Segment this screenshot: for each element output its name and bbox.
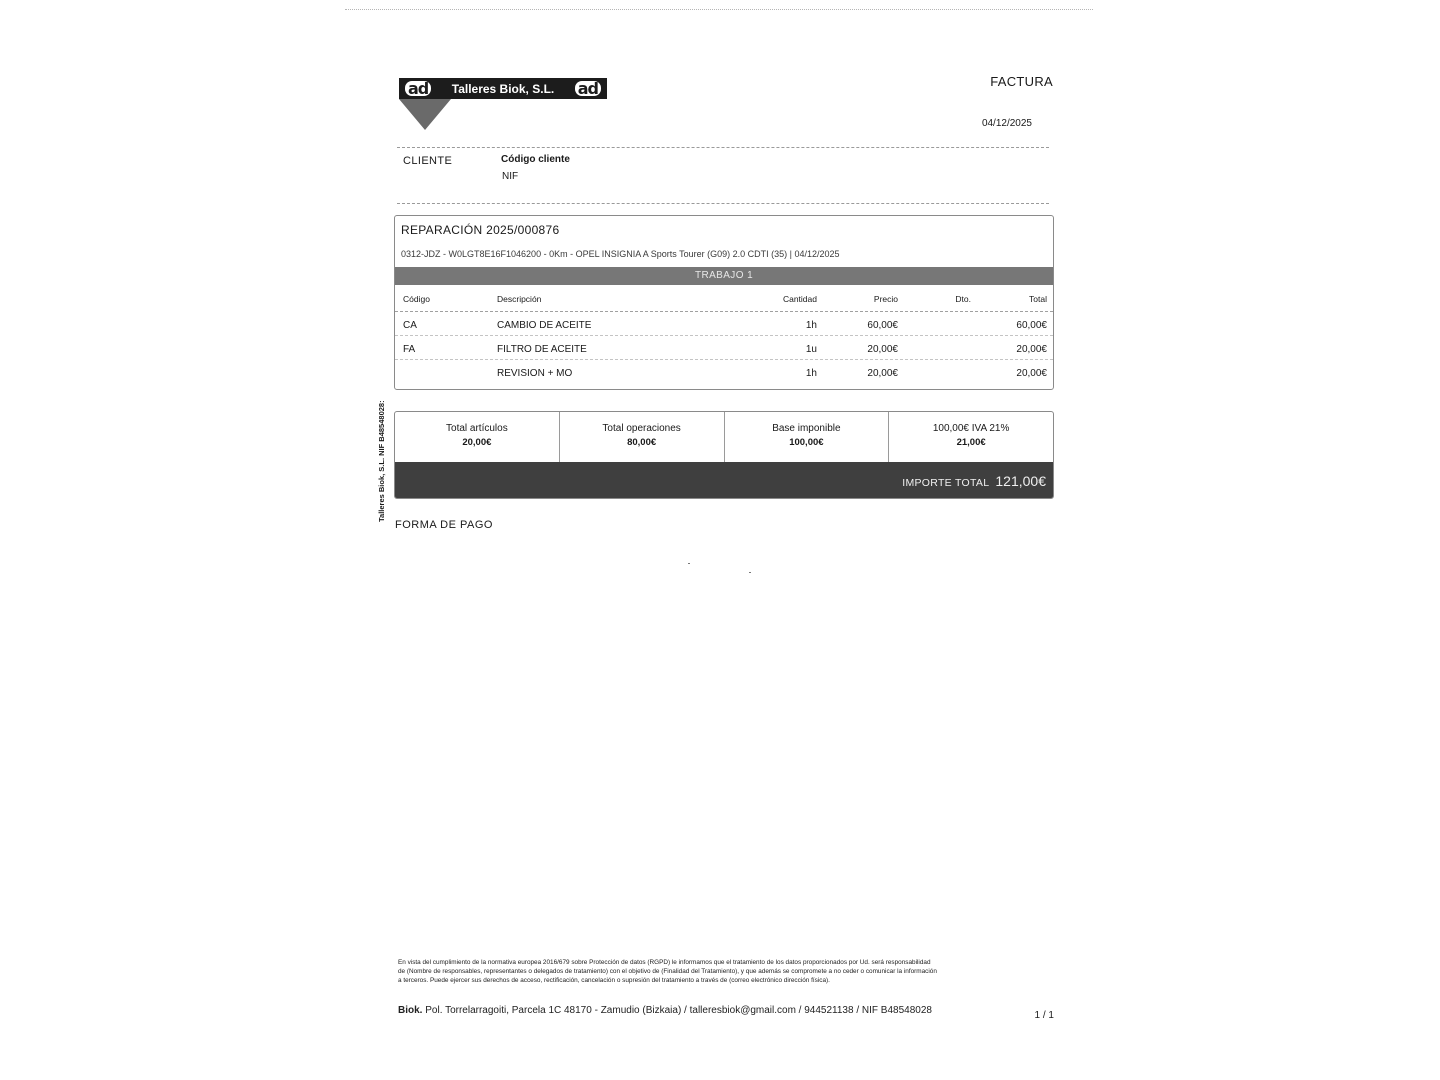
tax-base-value: 100,00€ bbox=[789, 437, 824, 448]
footer-address-text: Pol. Torrelarragoiti, Parcela 1C 48170 - Zamudio (Bizkaia) / talleresbiok@gmail.com / 944521138 / NIF B48548028 bbox=[425, 1005, 932, 1016]
column-header-price: Precio bbox=[873, 294, 898, 304]
total-operations-label: Total operaciones bbox=[602, 423, 681, 434]
item-total: 20,00€ bbox=[1016, 368, 1047, 379]
item-quantity: 1u bbox=[805, 344, 817, 355]
logo-mark-left: ad bbox=[405, 81, 431, 96]
items-table bbox=[395, 288, 1053, 384]
total-articles-label: Total artículos bbox=[446, 423, 508, 434]
table-row bbox=[395, 360, 1053, 384]
divider bbox=[397, 147, 1049, 148]
item-total: 20,00€ bbox=[1016, 344, 1047, 355]
page-number: 1 / 1 bbox=[1034, 1010, 1054, 1021]
document-type: FACTURA bbox=[990, 74, 1053, 89]
footer-brand: Biok. bbox=[398, 1005, 423, 1016]
item-description: CAMBIO DE ACEITE bbox=[497, 320, 592, 331]
table-row bbox=[395, 312, 1053, 336]
tax-base bbox=[725, 412, 890, 462]
payment-method-label: FORMA DE PAGO bbox=[395, 519, 493, 531]
grand-total-value: 121,00€ bbox=[995, 473, 1046, 489]
item-price: 60,00€ bbox=[867, 320, 898, 331]
vehicle-info: 0312-JDZ - W0LGT8E16F1046200 - 0Km - OPEL INSIGNIA A Sports Tourer (G09) 2.0 CDTI (35) | 04/12/2025 bbox=[401, 249, 840, 259]
scan-speck bbox=[688, 563, 690, 564]
privacy-notice: En vista del cumplimiento de la normativa europea 2016/679 sobre Protección de datos (RGPD) le informamos que el tratamiento de los datos proporcionados por Ud. será responsabilidad de (Nombre de responsables, representantes o delegados de tratamiento) con el objetivo de (Finalidad del Tratamiento), y que además se compromete a no ceder o comunicar la información a terceros. Puede ejercer sus derechos de acceso, rectificación, cancelación o supresión del tratamiento a través de (correo electrónico dirección física). bbox=[398, 959, 937, 984]
total-articles bbox=[395, 412, 560, 462]
total-articles-value: 20,00€ bbox=[462, 437, 492, 448]
item-price: 20,00€ bbox=[867, 344, 898, 355]
column-header-description: Descripción bbox=[497, 294, 542, 304]
company-logo bbox=[399, 78, 607, 99]
item-code: FA bbox=[403, 344, 416, 355]
document-date: 04/12/2025 bbox=[981, 118, 1032, 129]
column-header-quantity: Cantidad bbox=[782, 294, 817, 304]
column-header-discount: Dto. bbox=[955, 294, 971, 304]
column-header-code: Código bbox=[403, 294, 430, 304]
grand-total-label: IMPORTE TOTAL bbox=[902, 476, 990, 489]
repair-block bbox=[394, 215, 1054, 390]
client-code-label: Código cliente bbox=[501, 154, 570, 165]
footer-address bbox=[398, 1004, 938, 1018]
company-name: Talleres Biok, S.L. bbox=[451, 81, 555, 96]
grand-total-band bbox=[395, 462, 1053, 499]
total-operations bbox=[560, 412, 725, 462]
tax-base-label: Base imponible bbox=[772, 423, 841, 434]
repair-title: REPARACIÓN 2025/000876 bbox=[401, 223, 560, 237]
column-header-total: Total bbox=[1029, 294, 1047, 304]
item-quantity: 1h bbox=[805, 320, 817, 331]
item-code: CA bbox=[403, 320, 417, 331]
vat-value: 21,00€ bbox=[956, 437, 986, 448]
vat-label: 100,00€ IVA 21% bbox=[932, 423, 1010, 434]
client-nif-label: NIF bbox=[502, 171, 519, 182]
table-header bbox=[395, 288, 1053, 312]
totals-block bbox=[394, 411, 1054, 499]
vertical-company-text: Talleres Biok, S.L. NIF B48548028: bbox=[377, 400, 386, 522]
item-total: 60,00€ bbox=[1016, 320, 1047, 331]
work-section-band: TRABAJO 1 bbox=[395, 267, 1053, 285]
table-row bbox=[395, 336, 1053, 360]
scan-edge-line bbox=[345, 9, 1093, 10]
divider bbox=[397, 203, 1049, 204]
item-description: FILTRO DE ACEITE bbox=[497, 344, 587, 355]
logo-triangle-icon bbox=[399, 99, 451, 130]
item-quantity: 1h bbox=[805, 368, 817, 379]
item-description: REVISION + MO bbox=[497, 368, 573, 379]
total-operations-value: 80,00€ bbox=[627, 437, 657, 448]
vat bbox=[889, 412, 1053, 462]
scan-speck bbox=[749, 572, 751, 573]
client-label: CLIENTE bbox=[403, 155, 453, 167]
item-price: 20,00€ bbox=[867, 368, 898, 379]
logo-mark-right: ad bbox=[575, 81, 601, 96]
